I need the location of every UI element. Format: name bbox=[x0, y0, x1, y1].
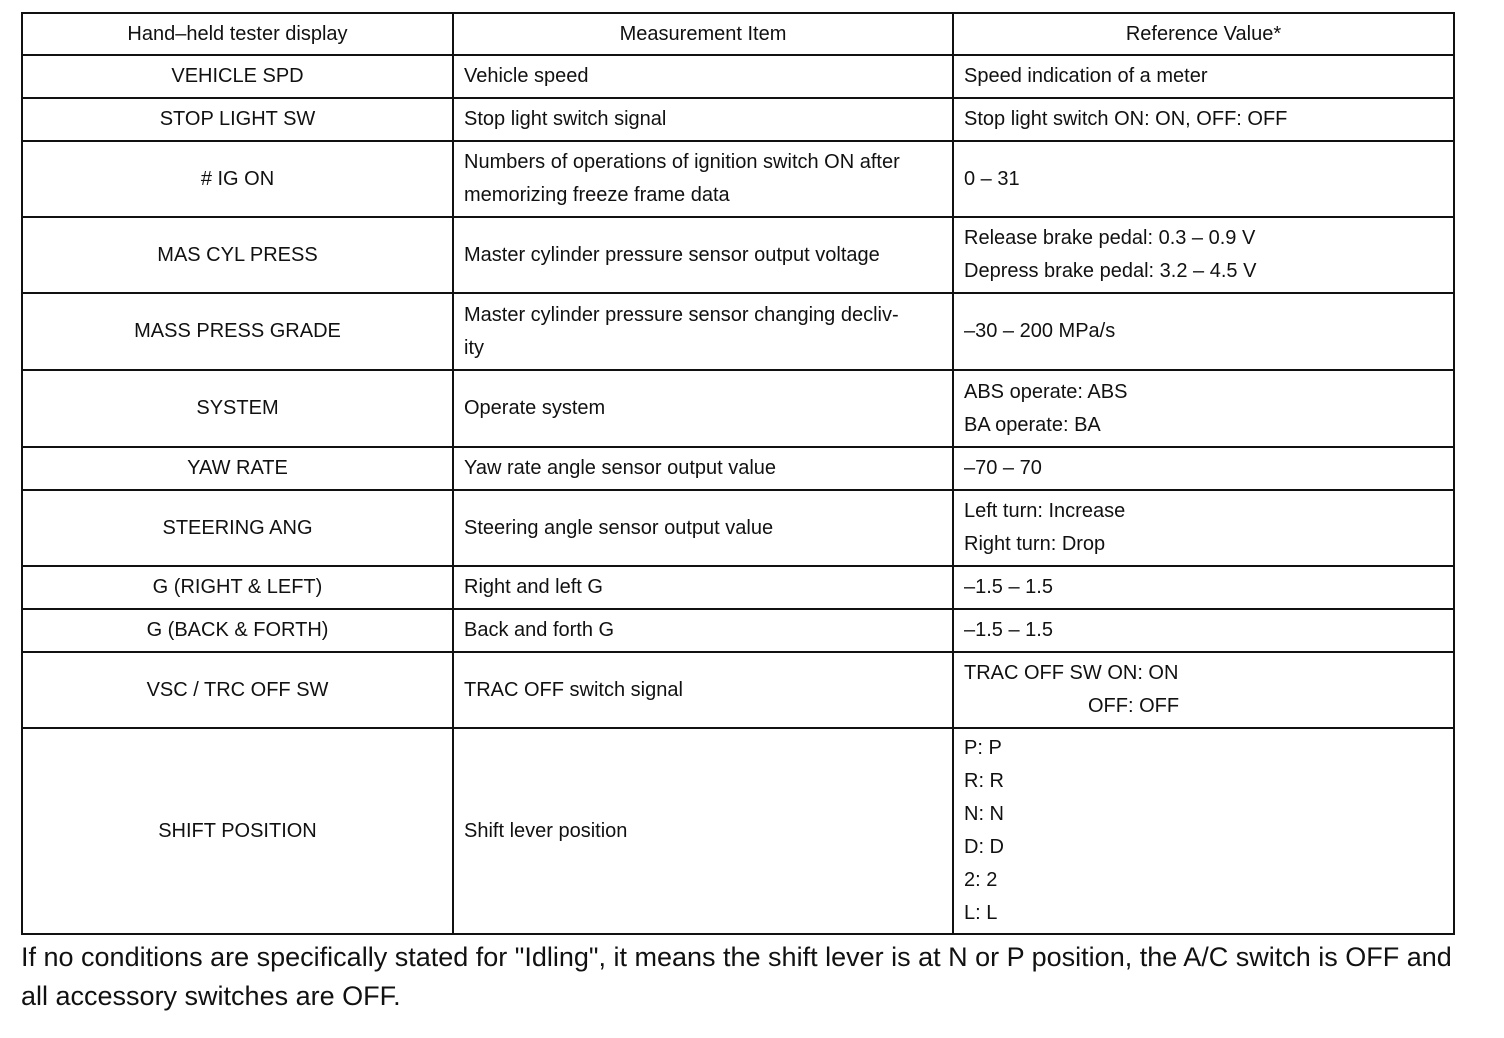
table-row bbox=[22, 652, 1454, 728]
item-line: TRAC OFF switch signal bbox=[464, 678, 683, 701]
cell-reference-value bbox=[953, 609, 1454, 652]
cell-tester-display: STEERING ANG bbox=[22, 490, 453, 566]
table-row bbox=[22, 55, 1454, 98]
cell-tester-display: SHIFT POSITION bbox=[22, 728, 453, 934]
cell-measurement-item bbox=[453, 447, 953, 490]
reference-line: Depress brake pedal: 3.2 – 4.5 V bbox=[964, 260, 1257, 282]
reference-line: R: R bbox=[964, 770, 1004, 792]
table-row bbox=[22, 217, 1454, 293]
cell-reference-value bbox=[953, 652, 1454, 728]
header-measurement-item: Measurement Item bbox=[453, 13, 953, 55]
reference-line: OFF: OFF bbox=[1088, 695, 1180, 717]
item-line: memorizing freeze frame data bbox=[464, 184, 730, 206]
item-line: Back and forth G bbox=[464, 619, 615, 641]
table-row bbox=[22, 609, 1454, 652]
item-line: Steering angle sensor output value bbox=[464, 516, 774, 539]
reference-line: L: L bbox=[964, 902, 998, 924]
cell-measurement-item bbox=[453, 652, 953, 728]
reference-line: Left turn: Increase bbox=[964, 500, 1126, 522]
cell-reference-value bbox=[953, 55, 1454, 98]
reference-line: –30 – 200 MPa/s bbox=[964, 320, 1116, 342]
item-line: Stop light switch signal bbox=[464, 108, 667, 130]
table-header-row bbox=[22, 13, 1454, 55]
cell-measurement-item bbox=[453, 217, 953, 293]
cell-reference-value bbox=[953, 728, 1454, 934]
cell-reference-value bbox=[953, 217, 1454, 293]
reference-line: ABS operate: ABS bbox=[964, 380, 1128, 403]
cell-measurement-item bbox=[453, 609, 953, 652]
cell-tester-display: SYSTEM bbox=[22, 370, 453, 447]
reference-line: Release brake pedal: 0.3 – 0.9 V bbox=[964, 227, 1256, 249]
cell-reference-value bbox=[953, 141, 1454, 217]
cell-tester-display: VSC / TRC OFF SW bbox=[22, 652, 453, 728]
table-row bbox=[22, 728, 1454, 934]
item-line: Right and left G bbox=[464, 576, 603, 598]
header-reference-value: Reference Value* bbox=[953, 13, 1454, 55]
table-row bbox=[22, 566, 1454, 609]
cell-measurement-item bbox=[453, 55, 953, 98]
cell-tester-display: MAS CYL PRESS bbox=[22, 217, 453, 293]
cell-measurement-item bbox=[453, 566, 953, 609]
table-row bbox=[22, 490, 1454, 566]
cell-tester-display: # IG ON bbox=[22, 141, 453, 217]
item-line: Master cylinder pressure sensor output voltage bbox=[464, 243, 880, 266]
table-row bbox=[22, 447, 1454, 490]
header-tester-display: Hand–held tester display bbox=[22, 13, 453, 55]
cell-tester-display: G (BACK & FORTH) bbox=[22, 609, 453, 652]
reference-line: N: N bbox=[964, 803, 1004, 825]
reference-line: 0 – 31 bbox=[964, 167, 1020, 190]
footnote-text: If no conditions are specifically stated for "Idling", it means the shift lever is at N or P position, the A/C switch is OFF and all accessory switches are OFF. bbox=[21, 942, 1452, 1011]
reference-line: –1.5 – 1.5 bbox=[964, 619, 1053, 641]
cell-reference-value bbox=[953, 490, 1454, 566]
cell-measurement-item bbox=[453, 370, 953, 447]
cell-tester-display: G (RIGHT & LEFT) bbox=[22, 566, 453, 609]
cell-tester-display: YAW RATE bbox=[22, 447, 453, 490]
reference-line: P: P bbox=[964, 737, 1002, 759]
reference-line: D: D bbox=[964, 836, 1004, 858]
cell-reference-value bbox=[953, 370, 1454, 447]
cell-reference-value bbox=[953, 98, 1454, 141]
cell-measurement-item bbox=[453, 728, 953, 934]
cell-tester-display: MASS PRESS GRADE bbox=[22, 293, 453, 370]
item-line: Master cylinder pressure sensor changing decliv- bbox=[464, 303, 899, 326]
item-line: Shift lever position bbox=[464, 819, 628, 842]
cell-measurement-item bbox=[453, 490, 953, 566]
table-row bbox=[22, 141, 1454, 217]
reference-line: –70 – 70 bbox=[964, 457, 1042, 479]
cell-tester-display: VEHICLE SPD bbox=[22, 55, 453, 98]
item-line: Numbers of operations of ignition switch ON after bbox=[464, 151, 900, 173]
table-row bbox=[22, 293, 1454, 370]
cell-measurement-item bbox=[453, 98, 953, 141]
cell-reference-value bbox=[953, 293, 1454, 370]
cell-tester-display: STOP LIGHT SW bbox=[22, 98, 453, 141]
reference-line: Stop light switch ON: ON, OFF: OFF bbox=[964, 108, 1288, 130]
reference-line: Right turn: Drop bbox=[964, 533, 1106, 555]
reference-line: TRAC OFF SW ON: ON bbox=[964, 662, 1179, 684]
cell-measurement-item bbox=[453, 141, 953, 217]
table-row bbox=[22, 370, 1454, 447]
cell-reference-value bbox=[953, 447, 1454, 490]
cell-reference-value bbox=[953, 566, 1454, 609]
item-line: ity bbox=[464, 336, 484, 359]
reference-line: Speed indication of a meter bbox=[964, 65, 1208, 87]
reference-line: BA operate: BA bbox=[964, 413, 1101, 436]
item-line: Operate system bbox=[464, 397, 606, 419]
reference-line: 2: 2 bbox=[964, 869, 998, 891]
cell-measurement-item bbox=[453, 293, 953, 370]
item-line: Vehicle speed bbox=[464, 65, 589, 87]
data-list-table bbox=[21, 12, 1455, 935]
item-line: Yaw rate angle sensor output value bbox=[464, 457, 777, 479]
table-row bbox=[22, 98, 1454, 141]
reference-line: –1.5 – 1.5 bbox=[964, 576, 1053, 598]
